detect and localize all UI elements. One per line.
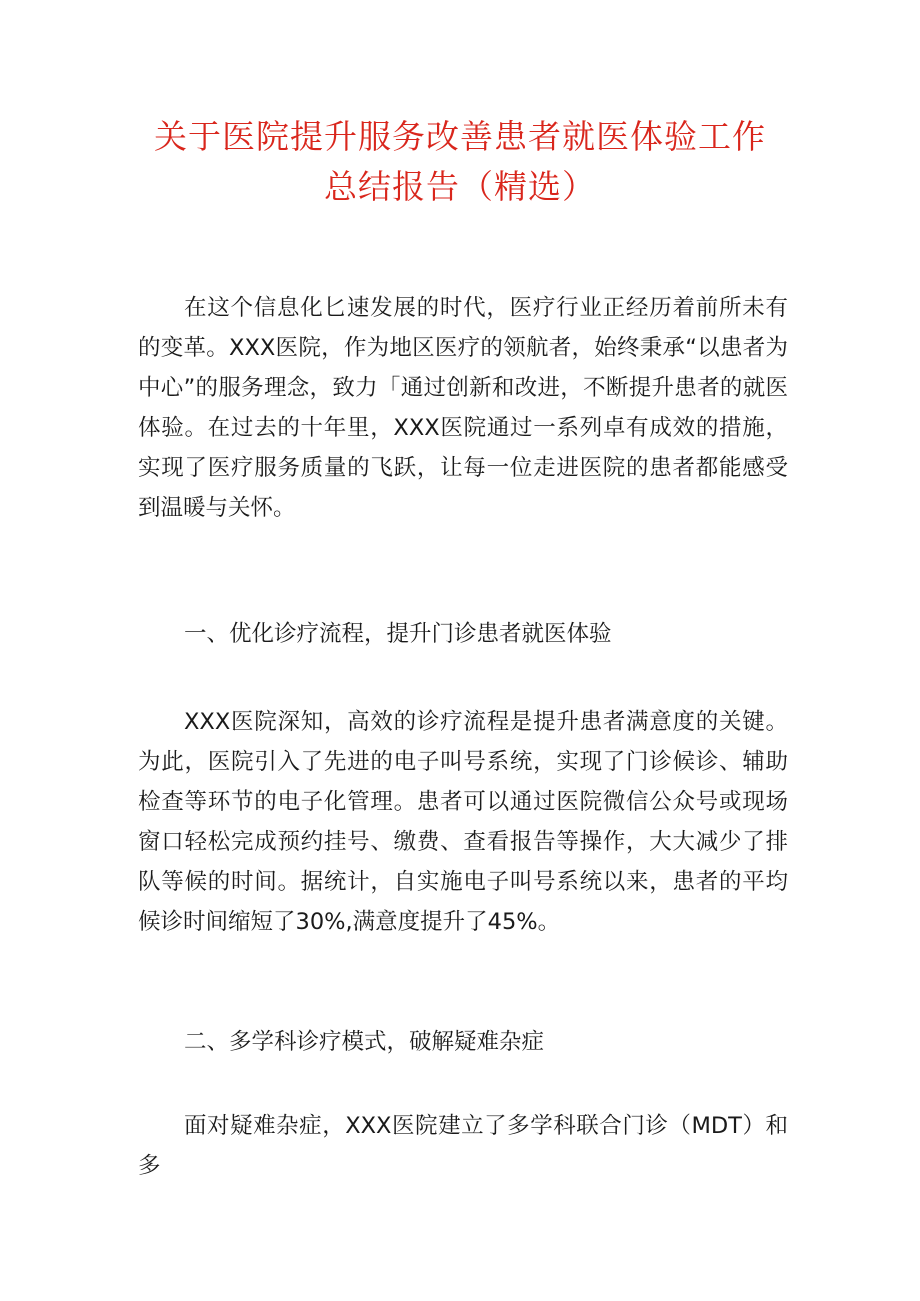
- paragraph-intro: 在这个信息化匕速发展的时代，医疗行业正经历着前所未有的变革。XXX医院，作为地区医疗的领航者，始终秉承“以患者为中心”的服务理念，致力「通过创新和改进，不断提升患者的就医体验。在过去的十年里，XXX医院通过一系列卓有成效的措施，实现了医疗服务质量的飞跃，让每一位走进医院的患者都能感受到温暖与关怀。: [138, 295, 788, 521]
- paragraph-section-2: 面对疑难杂症，XXX医院建立了多学科联合门诊（MDT）和多: [138, 1113, 788, 1179]
- title-line-1: 关于医院提升服务改善患者就医体验工作: [154, 117, 766, 156]
- paragraph-section-1: XXX医院深知，高效的诊疗流程是提升患者满意度的关键。为此，医院引入了先进的电子叫号系统，实现了门诊候诊、辅助检查等环节的电子化管理。患者可以通过医院微信公众号或现场窗口轻松完成预约挂号、缴费、查看报告等操作，大大减少了排队等候的时间。据统计，自实施电子叫号系统以来，患者的平均候诊时间缩短了30%,满意度提升了45%。: [138, 709, 788, 935]
- title-line-2: 总结报告（精选）: [324, 167, 596, 206]
- section-heading-1: 一、优化诊疗流程，提升门诊患者就医体验: [184, 621, 612, 647]
- section-heading-2: 二、多学科诊疗模式，破解疑难杂症: [184, 1029, 545, 1055]
- document-title: [120, 112, 800, 212]
